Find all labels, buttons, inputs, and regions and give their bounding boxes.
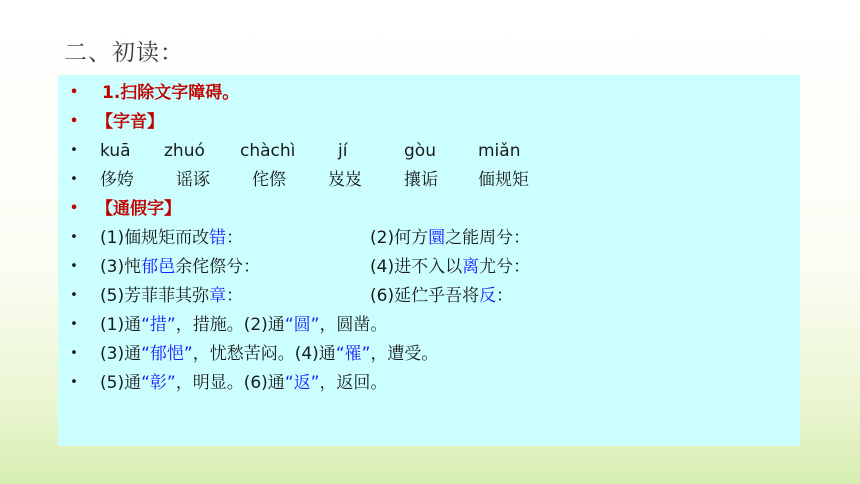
list-item <box>58 253 800 281</box>
list-item <box>58 195 800 223</box>
correct-char: “措” <box>141 315 176 335</box>
section-heading-loan-characters: 【通假字】 <box>96 199 181 219</box>
bullet-icon: • <box>69 85 79 100</box>
correct-char: “返” <box>284 373 320 393</box>
list-item <box>58 137 800 165</box>
bullet-icon: • <box>69 114 79 129</box>
vocab-word: 侈姱 <box>100 170 134 190</box>
explanation: (1)通“措”，措施。(2)通“圆”，圆凿。 <box>100 315 388 335</box>
loan-char: 离 <box>462 257 480 277</box>
bullet-icon: • <box>70 172 78 187</box>
loan-char: 反 <box>479 286 497 306</box>
example-sentence: (1)偭规矩而改错： <box>100 228 244 248</box>
vocab-word: 侘傺 <box>252 170 286 190</box>
list-item <box>58 108 800 136</box>
slide-title: 二、初读： <box>64 40 184 66</box>
example-sentence: (4)进不入以离尤兮： <box>370 257 531 277</box>
vocab-word: 攘诟 <box>404 170 438 190</box>
section-heading-pronunciation: 【字音】 <box>96 112 164 132</box>
vocab-word: 岌岌 <box>328 170 362 190</box>
bullet-icon: • <box>70 230 78 245</box>
loan-char: 郁邑 <box>141 257 176 277</box>
list-item <box>58 224 800 252</box>
correct-char: “圆” <box>284 315 320 335</box>
task-heading: 1.扫除文字障碍。 <box>102 83 240 103</box>
pinyin: chàchì <box>240 141 296 161</box>
correct-char: “彰” <box>141 373 176 393</box>
pinyin: miǎn <box>478 141 521 161</box>
list-item <box>58 369 800 397</box>
list-item <box>58 340 800 368</box>
example-sentence: (5)芳菲菲其弥章： <box>100 286 244 306</box>
bullet-icon: • <box>70 317 78 332</box>
list-item <box>58 79 800 107</box>
bullet-icon: • <box>70 375 78 390</box>
loan-char: 错 <box>209 228 227 248</box>
example-sentence: (2)何方圜之能周兮： <box>370 228 531 248</box>
pinyin: jí <box>338 141 348 161</box>
list-item <box>58 311 800 339</box>
example-sentence: (6)延伫乎吾将反： <box>370 286 514 306</box>
pinyin: gòu <box>404 141 436 161</box>
list-item <box>58 166 800 194</box>
bullet-icon: • <box>70 259 78 274</box>
vocab-word: 偭规矩 <box>478 170 529 190</box>
explanation: (5)通“彰”，明显。(6)通“返”，返回。 <box>100 373 388 393</box>
bullet-icon: • <box>70 346 78 361</box>
explanation: (3)通“郁悒”，忧愁苦闷。(4)通“罹”，遭受。 <box>100 344 439 364</box>
bullet-icon: • <box>70 143 78 158</box>
correct-char: “罹” <box>335 344 371 364</box>
content-box <box>58 75 800 446</box>
list-item <box>58 282 800 310</box>
example-sentence: (3)忳郁邑余侘傺兮： <box>100 257 261 277</box>
pinyin: kuā <box>100 141 131 161</box>
bullet-icon: • <box>69 201 79 216</box>
vocab-word: 谣诼 <box>176 170 210 190</box>
correct-char: “郁悒” <box>141 344 193 364</box>
pinyin: zhuó <box>164 141 205 161</box>
bullet-icon: • <box>70 288 78 303</box>
loan-char: 章 <box>209 286 227 306</box>
loan-char: 圜 <box>428 228 446 248</box>
